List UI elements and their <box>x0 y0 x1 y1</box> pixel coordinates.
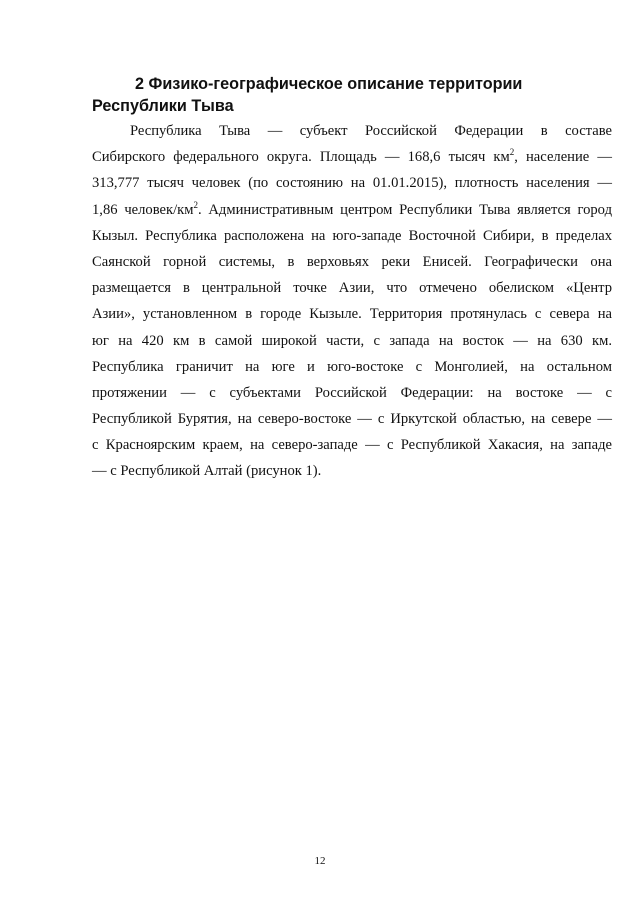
superscript: 2 <box>193 199 198 210</box>
heading-line-1: 2 Физико-географическое описание территории <box>135 75 523 93</box>
superscript: 2 <box>509 147 515 158</box>
paragraph-line-6: Саянской горной системы, в верховьях реки Енисей. Географически она <box>92 253 612 270</box>
paragraph-line-5: Кызыл. Республика расположена на юго-западе Восточной Сибири, в пределах <box>92 227 612 244</box>
heading-line-2: Республики Тыва <box>92 97 234 115</box>
page-number: 12 <box>314 855 326 867</box>
paragraph-line-9: юг на 420 км в самой широкой части, с запада на восток — на 630 км. <box>92 332 612 349</box>
paragraph-line-10: Республика граничит на юге и юго-востоке с Монголией, на остальном <box>92 358 612 375</box>
paragraph-line-4: 1,86 человек/$км^2$. Административным центром Республики Тыва является город <box>92 199 612 218</box>
paragraph-line-2: Сибирского федерального округа. Площадь — 168,6 тысяч $км^2$, население — <box>92 147 612 166</box>
paragraph-line-11: протяжении — с субъектами Российской Федерации: на востоке — с <box>92 384 612 401</box>
section-heading <box>92 73 552 117</box>
paragraph-line-13: с Красноярским краем, на северо-западе — с Республикой Хакасия, на западе <box>92 437 612 454</box>
paragraph-line-14: — с Республикой Алтай (рисунок 1). <box>92 463 322 480</box>
body-paragraph <box>92 118 612 485</box>
paragraph-line-12: Республикой Бурятия, на северо-востоке — с Иркутской областью, на севере — <box>92 411 612 428</box>
paragraph-line-7: размещается в центральной точке Азии, что отмечено обелиском «Центр <box>92 280 612 297</box>
paragraph-line-8: Азии», установленном в городе Кызыле. Территория протянулась с севера на <box>92 306 612 323</box>
paragraph-line-1: Республика Тыва — субъект Российской Федерации в составе <box>130 123 612 139</box>
paragraph-line-3: 313,777 тысяч человек (по состоянию на 01.01.2015), плотность населения — <box>92 175 612 192</box>
